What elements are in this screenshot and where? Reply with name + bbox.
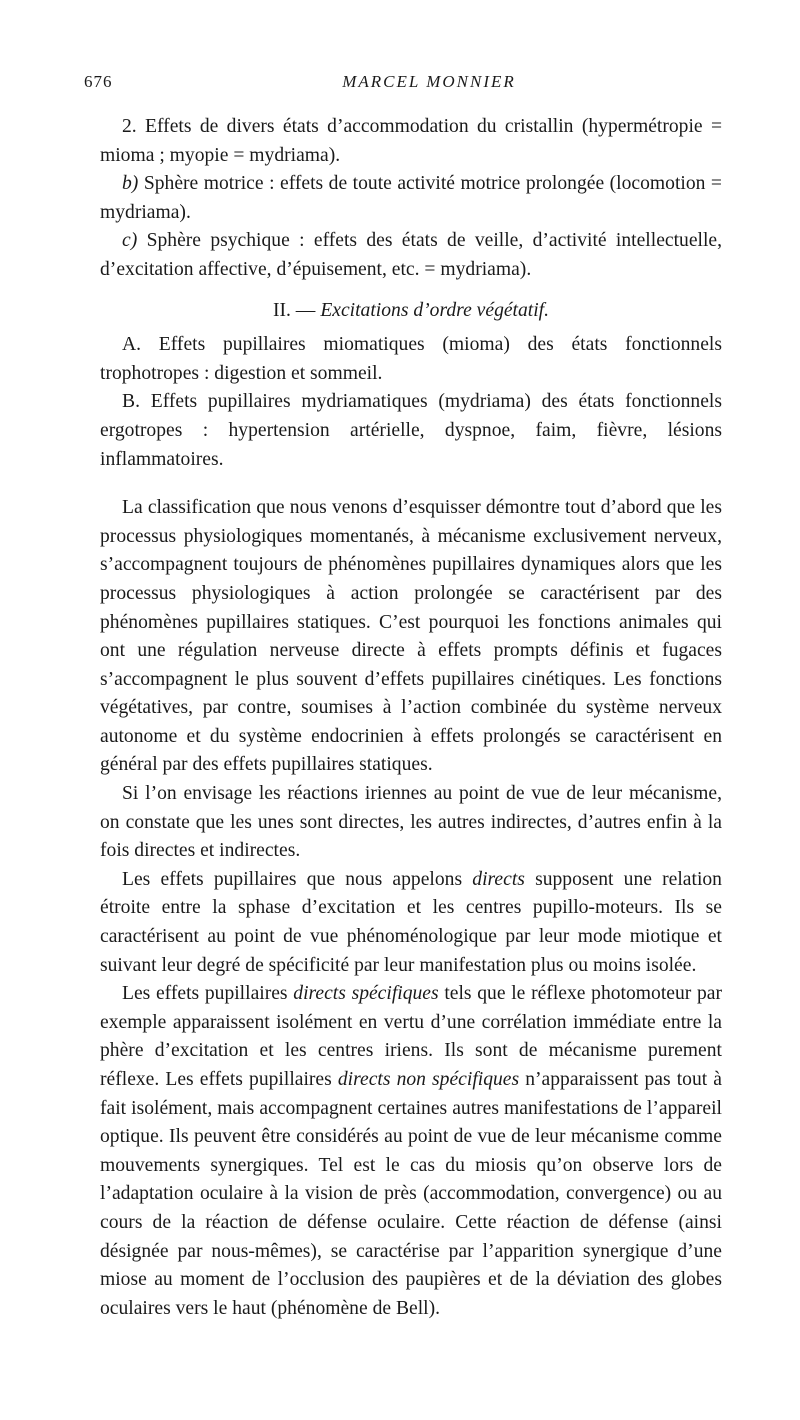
item-b-label: b) <box>122 173 139 195</box>
para-3-post: supposent une relation étroite entre la sphase d’excitation et les centres pupillo-moteurs. Ils se caractérisent au point de vue phénoménologique par leur mode miotique et suivant leur degré de spécificité par leur manifestation plus ou moins isolée. <box>100 868 722 976</box>
item-2: 2. Effets de divers états d’accommodation du cristallin (hypermétropie = mioma ; myopie = mydriama). <box>100 116 722 166</box>
item-c-text: Sphère psychique : effets des états de veille, d’activité intellectuelle, d’excitation affective, d’épuisement, etc. = mydriama). <box>100 230 723 280</box>
body-text <box>100 113 722 1323</box>
item-c <box>100 227 722 284</box>
running-head: MARCEL MONNIER <box>342 72 516 91</box>
item-B: B. Effets pupillaires mydriamatiques (mydriama) des états fonctionnels ergotropes : hypertension artérielle, dyspnoe, faim, fièvre, lésions inflammatoires. <box>100 391 722 470</box>
para-3-em: directs <box>472 868 525 890</box>
para-4-pre: Les effets pupillaires <box>122 983 294 1005</box>
page-number: 676 <box>84 72 113 91</box>
item-c-label: c) <box>122 230 138 252</box>
para-4-post: n’apparaissent pas tout à fait isolément, mais accompagnent certaines autres manifestations de l’appareil optique. Ils peuvent être considérés au point de vue de leur mécanisme comme mouvements synergiques. Tel est le cas du miosis qu’on observe lors de l’adaptation oculaire à la vision de près (accommodation, convergence) ou au cours de la réaction de défense oculaire. Cette réaction de défense (ainsi désignée par nous-mêmes), se caractérise par l’apparition synergique d’une miose au moment de l’occlusion des paupières et de la déviation des globes oculaires vers le haut (phénomène de Bell). <box>100 1069 722 1319</box>
para-4-mid: tels que le réflexe photomoteur par exemple apparaissent isolément en vertu d’une corrélation immédiate entre la phère d’excitation et les centres iriens. Ils sont de mécanisme purement réflexe. Les effets pupillaires <box>100 983 723 1090</box>
section-number: II. — <box>272 299 316 321</box>
paragraph-classification: La classification que nous venons d’esquisser démontre tout d’abord que les processus physiologiques momentanés, à mécanisme exclusivement nerveux, s’accompagnent toujours de phénomènes pupillaires dynamiques alors que les processus physiologiques à action prolongée se caractérisent par des phénomènes pupillaires statiques. C’est pourquoi les fonctions animales qui ont une régulation nerveuse directe à effets prompts définis et fugaces s’accompagnent le plus souvent d’effets pupillaires cinétiques. Les fonctions végétatives, par contre, soumises à l’action combinée du système nerveux autonome et du système endocrinien à effets prolongés se caractérisent en général par des effets pupillaires statiques. <box>100 497 722 776</box>
item-A: A. Effets pupillaires miomatiques (mioma) des états fonctionnels trophotropes : digestion et sommeil. <box>100 334 722 384</box>
section-heading <box>100 297 722 326</box>
para-3-pre: Les effets pupillaires que nous appelons <box>122 868 473 890</box>
page-header <box>84 72 734 98</box>
paragraph-direct-effects <box>100 866 722 980</box>
para-4-em2: directs non spécifiques <box>337 1069 520 1090</box>
item-b <box>100 170 722 227</box>
paragraph-mechanism: Si l’on envisage les réactions iriennes au point de vue de leur mécanisme, on constate que les unes sont directes, les autres indirectes, d’autres enfin à la fois directes et indirectes. <box>100 783 722 862</box>
item-b-text: Sphère motrice : effets de toute activité motrice prolongée (locomotion = mydriama). <box>100 173 722 223</box>
section-title: Excitations d’ordre végétatif. <box>320 299 550 321</box>
para-4-em1: directs spécifiques <box>293 983 439 1005</box>
paragraph-specific-effects <box>100 980 722 1323</box>
